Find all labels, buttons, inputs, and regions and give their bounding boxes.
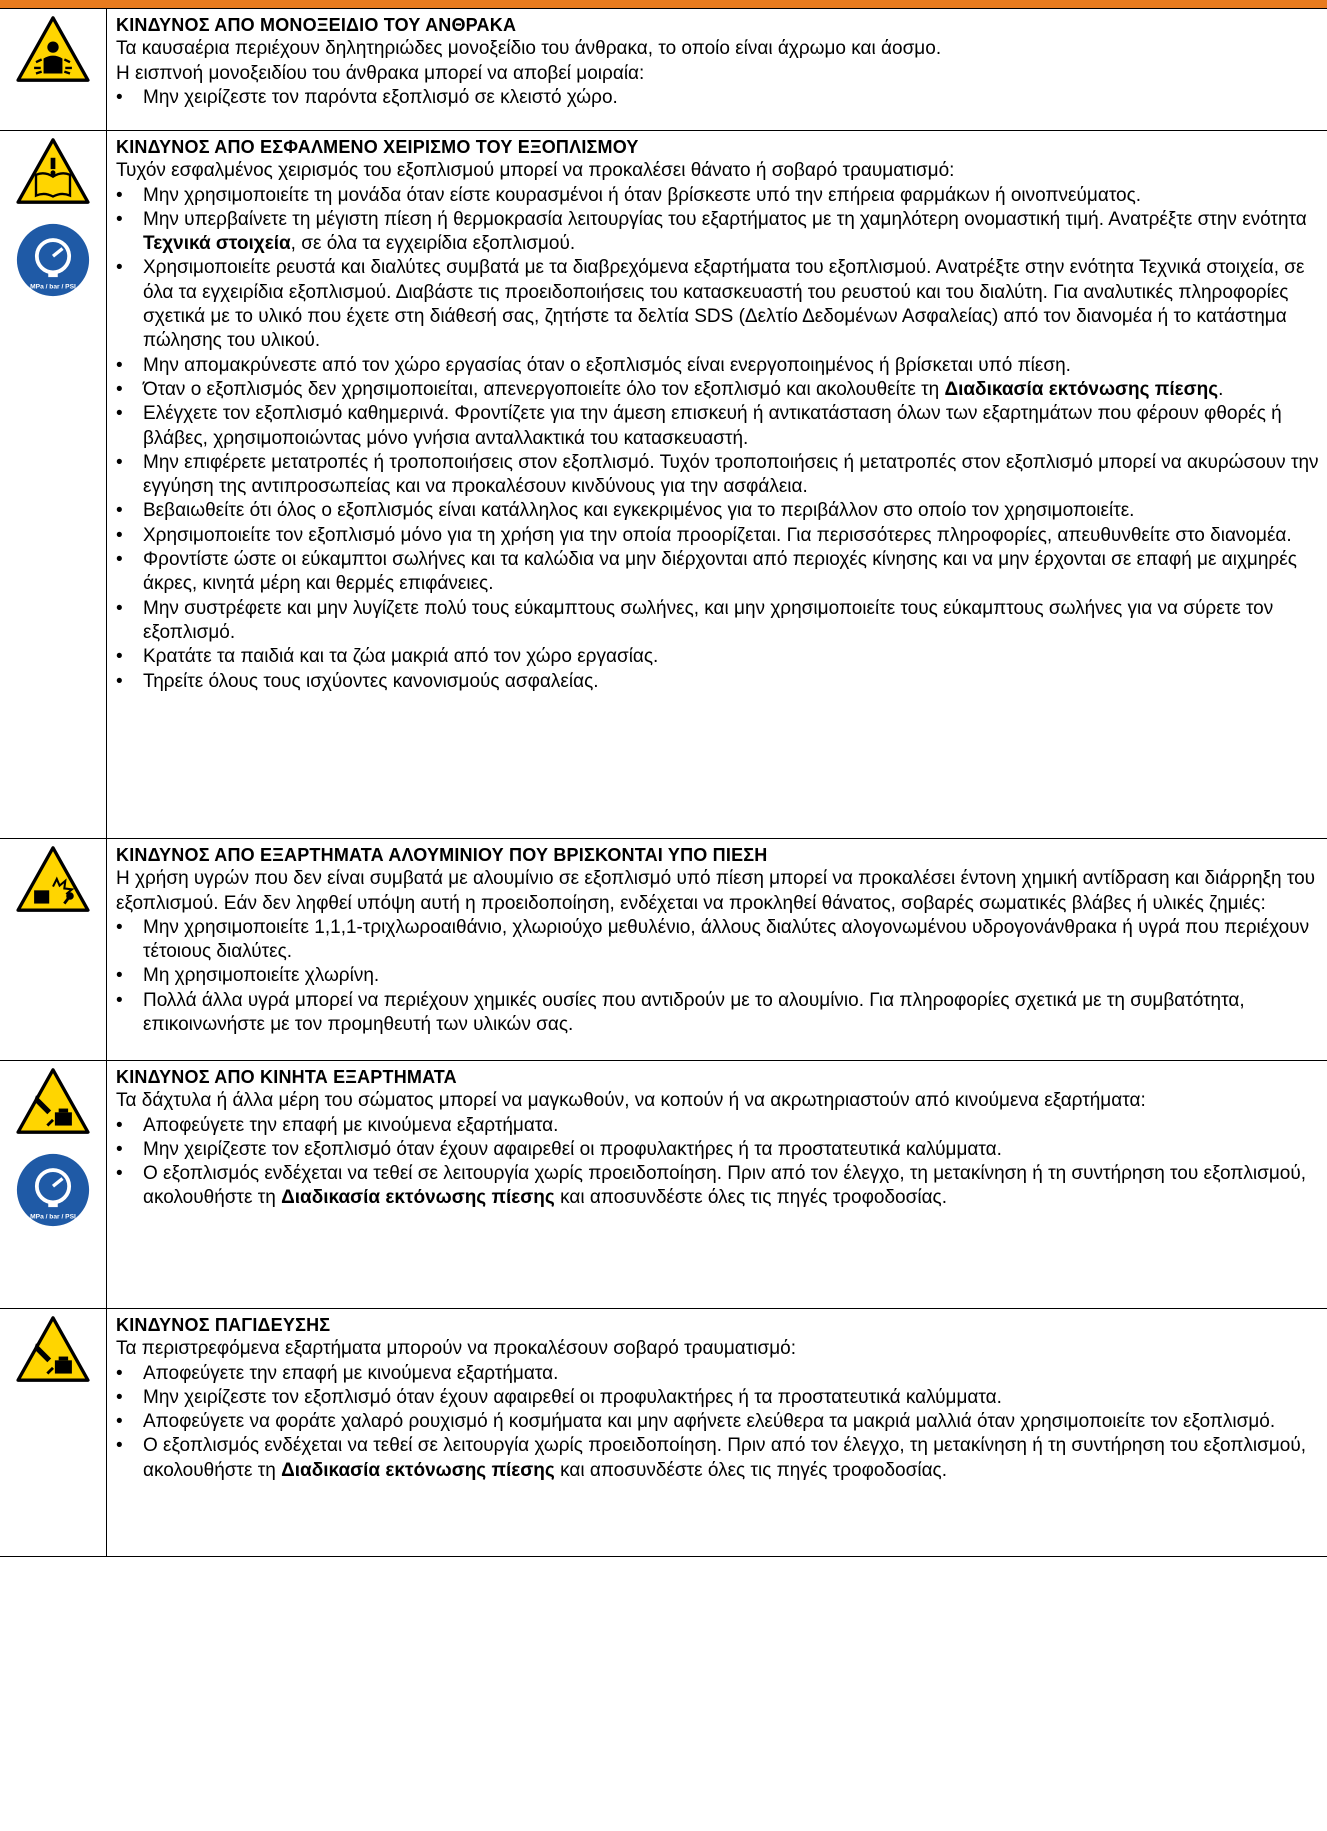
bullet-text: [143, 402, 1319, 451]
bullet-text-main: Τηρείτε όλους τους ισχύοντες κανονισμούς ασφαλείας.: [143, 670, 599, 692]
bullet-text: [143, 378, 1319, 402]
bullet-text: [143, 524, 1319, 548]
bullet-marker: •: [116, 354, 123, 376]
bullet-marker: •: [116, 597, 123, 619]
bullet-item: [116, 548, 1319, 597]
warning-description: Η εισπνοή μονοξειδίου του άνθρακα μπορεί να αποβεί μοιραία:: [116, 62, 645, 84]
bullet-text-main: Ο εξοπλισμός ενδέχεται να τεθεί σε λειτουργία χωρίς προειδοποίηση. Πριν από τον έλεγχο, τη μετακίνηση ή τη συντήρηση του εξοπλισμού, ακολουθήστε τη: [143, 1163, 1307, 1209]
bullet-item: [116, 1138, 1319, 1162]
bullet-item: [116, 670, 1319, 694]
bullet-item: [116, 645, 1319, 669]
bullet-item: [116, 964, 1319, 988]
bullet-item: [116, 184, 1319, 208]
bullet-marker: •: [116, 86, 123, 108]
bullet-text-main: Αποφεύγετε να φοράτε χαλαρό ρουχισμό ή κοσμήματα και μην αφήνετε ελεύθερα τα μακριά μαλλιά όταν χρησιμοποιείτε τον εξοπλισμό.: [143, 1411, 1276, 1433]
bullet-text-tail: , σε όλα τα εγχειρίδια εξοπλισμού.: [290, 233, 576, 255]
bullet-marker: •: [116, 403, 123, 425]
bullet-text-main: Πολλά άλλα υγρά μπορεί να περιέχουν χημικές ουσίες που αντιδρούν με το αλουμίνιο. Για πληροφορίες σχετικά με τη συμβατότητα, επικοινωνήστε με τον προμηθευτή των υλικών σας.: [143, 989, 1245, 1036]
bullet-text: [143, 86, 1319, 110]
bullet-text: [143, 964, 1319, 988]
bullet-marker: •: [116, 378, 123, 400]
bullet-marker: •: [116, 916, 123, 938]
warning-row-entanglement: [0, 1309, 1327, 1557]
bullet-item: [116, 499, 1319, 523]
warning-title: ΚΙΝΔΥΝΟΣ ΑΠΟ ΚΙΝΗΤΑ ΕΞΑΡΤΗΜΑΤΑ: [116, 1067, 457, 1087]
bullet-text-main: Αποφεύγετε την επαφή με κινούμενα εξαρτήματα.: [143, 1362, 559, 1384]
bullet-marker: •: [116, 670, 123, 692]
bullet-item: [116, 1114, 1319, 1138]
warning-description: Τα δάχτυλα ή άλλα μέρη του σώματος μπορεί να μαγκωθούν, να κοπούν ή να ακρωτηριαστούν από κινούμενα εξαρτήματα:: [116, 1090, 1146, 1112]
bullet-text: [143, 499, 1319, 523]
bullet-marker: •: [116, 646, 123, 668]
warning-title: ΚΙΝΔΥΝΟΣ ΑΠΟ ΕΞΑΡΤΗΜΑΤΑ ΑΛΟΥΜΙΝΙΟΥ ΠΟΥ ΒΡΙΣΚΟΝΤΑΙ ΥΠΟ ΠΙΕΣΗ: [116, 845, 768, 865]
bullet-marker: •: [116, 989, 123, 1011]
bullet-text-tail: και αποσυνδέστε όλες τις πηγές τροφοδοσίας.: [554, 1187, 947, 1209]
bullet-item: [116, 1410, 1319, 1434]
bullet-text-main: Μην χρησιμοποιείτε τη μονάδα όταν είστε κουρασμένοι ή όταν βρίσκεστε υπό την επήρεια φαρμάκων ή οινοπνεύματος.: [143, 184, 1142, 206]
bullet-item: [116, 1162, 1319, 1211]
bullet-item: [116, 524, 1319, 548]
bullet-text-main: Αποφεύγετε την επαφή με κινούμενα εξαρτήματα.: [143, 1114, 559, 1136]
bullet-marker: •: [116, 524, 123, 546]
bullet-item: [116, 208, 1319, 257]
bullet-text-main: Μην χειρίζεστε τον παρόντα εξοπλισμό σε κλειστό χώρο.: [143, 86, 618, 108]
bullet-text-main: Φροντίστε ώστε οι εύκαμπτοι σωλήνες και τα καλώδια να μην διέρχονται από περιοχές κίνησης και να μην έρχονται σε επαφή με αιχμηρές άκρες, κινητά μέρη και θερμές επιφάνειες.: [143, 549, 1297, 595]
bullet-item: [116, 256, 1319, 353]
warning-row-moving-parts: [0, 1061, 1327, 1309]
bullet-marker: •: [116, 1411, 123, 1433]
bullet-item: [116, 597, 1319, 646]
bullet-text: [143, 1114, 1319, 1138]
bullet-text: [143, 1434, 1319, 1483]
icon-cell: [0, 131, 107, 838]
bullet-text: [143, 1386, 1319, 1410]
bullet-marker: •: [116, 1435, 123, 1457]
bullet-text-emphasis: Τεχνικά στοιχεία: [143, 233, 291, 255]
bullet-text-tail: .: [1218, 378, 1224, 400]
warning-description: Τα καυσαέρια περιέχουν δηλητηριώδες μονοξείδιο του άνθρακα, το οποίο είναι άχρωμο και άοσμο.: [116, 38, 942, 60]
pressure-gauge-mandatory-icon: [15, 222, 91, 303]
bullet-text-main: Όταν ο εξοπλισμός δεν χρησιμοποιείται, απενεργοποιείτε όλο τον εξοπλισμό και ακολουθείτε τη: [143, 378, 945, 400]
bullet-item: [116, 378, 1319, 402]
warning-title: ΚΙΝΔΥΝΟΣ ΑΠΟ ΕΣΦΑΛΜΕΝΟ ΧΕΙΡΙΣΜΟ ΤΟΥ ΕΞΟΠΛΙΣΜΟΥ: [116, 137, 639, 157]
bullet-item: [116, 86, 1319, 110]
icon-cell: [0, 1061, 107, 1308]
bullet-marker: •: [116, 208, 123, 230]
gauge-units-label: MPa / bar / PSI: [30, 283, 76, 291]
entanglement-warning-icon: [15, 1315, 91, 1388]
bullet-text-main: Ο εξοπλισμός ενδέχεται να τεθεί σε λειτουργία χωρίς προειδοποίηση. Πριν από τον έλεγχο, τη μετακίνηση ή τη συντήρηση του εξοπλισμού, ακολουθήστε τη: [143, 1435, 1307, 1481]
bullet-text: [143, 256, 1319, 353]
warnings-table: [0, 8, 1327, 1557]
bullet-text: [143, 1138, 1319, 1162]
bullet-item: [116, 451, 1319, 500]
bullet-text-main: Χρησιμοποιείτε τον εξοπλισμό μόνο για τη χρήση για την οποία προορίζεται. Για περισσότερες πληροφορίες, απευθυνθείτε στο διανομέα.: [143, 524, 1292, 546]
gauge-units-label: MPa / bar / PSI: [30, 1213, 76, 1221]
bullet-text-main: Κρατάτε τα παιδιά και τα ζώα μακριά από τον χώρο εργασίας.: [143, 646, 659, 668]
bullet-text-main: Μη χρησιμοποιείτε χλωρίνη.: [143, 965, 380, 987]
bullet-text: [143, 548, 1319, 597]
icon-cell: [0, 1309, 107, 1556]
bullet-marker: •: [116, 1362, 123, 1384]
bullet-marker: •: [116, 1138, 123, 1160]
carbon-monoxide-warning-icon: [15, 15, 91, 88]
bullet-text-main: Χρησιμοποιείτε ρευστά και διαλύτες συμβατά με τα διαβρεχόμενα εξαρτήματα του εξοπλισμού. Ανατρέξτε στην ενότητα Τεχνικά στοιχεία, σε όλα τα εγχειρίδια εξοπλισμού. Διαβάστε τις προειδοποιήσεις του κατασκευαστή του ρευστού και του διαλύτη. Για αναλυτικές πληροφορίες σχετικά με το υλικό που έχετε στη διάθεσή σας, ζητήστε τα δελτία SDS (Δελτίο Δεδομένων Ασφαλείας) από τον διανομέα ή το κατάστημα πώλησης του υλικού.: [143, 257, 1305, 352]
bullet-text: [143, 645, 1319, 669]
warning-title: ΚΙΝΔΥΝΟΣ ΑΠΟ ΜΟΝΟΞΕΙΔΙΟ ΤΟΥ ΑΝΘΡΑΚΑ: [116, 15, 517, 35]
bullet-text: [143, 670, 1319, 694]
moving-parts-warning-icon: [15, 1067, 91, 1140]
bullet-item: [116, 1386, 1319, 1410]
warning-row-carbon-monoxide: [0, 9, 1327, 131]
bullet-text: [143, 916, 1319, 965]
bullet-text-emphasis: Διαδικασία εκτόνωσης πίεσης: [944, 378, 1219, 400]
warning-description: Τυχόν εσφαλμένος χειρισμός του εξοπλισμού μπορεί να προκαλέσει θάνατο ή σοβαρό τραυματισμό:: [116, 160, 955, 182]
icon-cell: [0, 839, 107, 1060]
header-accent-bar: [0, 0, 1327, 8]
text-cell: [107, 131, 1327, 838]
text-cell: [107, 839, 1327, 1060]
bullet-marker: •: [116, 184, 123, 206]
bullet-text: [143, 354, 1319, 378]
bullet-item: [116, 402, 1319, 451]
text-cell: [107, 1061, 1327, 1308]
bullet-text-main: Βεβαιωθείτε ότι όλος ο εξοπλισμός είναι κατάλληλος και εγκεκριμένος για το περιβάλλον στο οποίο τον χρησιμοποιείτε.: [143, 500, 1135, 522]
bullet-text-emphasis: Διαδικασία εκτόνωσης πίεσης: [281, 1459, 555, 1481]
warning-description: Τα περιστρεφόμενα εξαρτήματα μπορούν να προκαλέσουν σοβαρό τραυματισμό:: [116, 1338, 797, 1360]
bullet-text: [143, 451, 1319, 500]
text-cell: [107, 1309, 1327, 1556]
bullet-text-main: Μην χειρίζεστε τον εξοπλισμό όταν έχουν αφαιρεθεί οι προφυλακτήρες ή τα προστατευτικά καλύμματα.: [143, 1138, 1002, 1160]
bullet-text: [143, 1162, 1319, 1211]
bullet-text-main: Μην επιφέρετε μετατροπές ή τροποποιήσεις στον εξοπλισμό. Τυχόν τροποποιήσεις ή μετατροπές στον εξοπλισμό μπορεί να ακυρώσουν την εγγύηση της αντιπροσωπείας και να προκαλέσουν κινδύνους για την ασφάλεια.: [143, 451, 1319, 498]
bullet-text: [143, 597, 1319, 646]
warning-description: Η χρήση υγρών που δεν είναι συμβατά με αλουμίνιο σε εξοπλισμό υπό πίεση μπορεί να προκαλέσει έντονη χημική αντίδραση και διάρρηξη του εξοπλισμού. Εάν δεν ληφθεί υπόψη αυτή η προειδοποίηση, ενδέχεται να προκληθεί θάνατος, σοβαρές σωματικές βλάβες ή υλικές ζημιές:: [116, 868, 1316, 914]
bullet-item: [116, 989, 1319, 1038]
bullet-text: [143, 1362, 1319, 1386]
bullet-text-tail: και αποσυνδέστε όλες τις πηγές τροφοδοσίας.: [554, 1459, 947, 1481]
bullet-text: [143, 1410, 1319, 1434]
bullet-text-main: Μην χρησιμοποιείτε 1,1,1-τριχλωροαιθάνιο, χλωριούχο μεθυλένιο, άλλους διαλύτες αλογονωμένου υδρογονάνθρακα ή υγρά που περιέχουν τέτοιους διαλύτες.: [143, 916, 1310, 963]
read-manual-warning-icon: [15, 137, 91, 210]
text-cell: [107, 9, 1327, 130]
bullet-item: [116, 1434, 1319, 1483]
bullet-text-main: Μην απομακρύνεστε από τον χώρο εργασίας όταν ο εξοπλισμός είναι ενεργοποιημένος ή βρίσκεται υπό πίεση.: [143, 354, 1071, 376]
bullet-marker: •: [116, 1386, 123, 1408]
bullet-item: [116, 916, 1319, 965]
bullet-item: [116, 354, 1319, 378]
bullet-marker: •: [116, 257, 123, 279]
bullet-marker: •: [116, 451, 123, 473]
bullet-text: [143, 989, 1319, 1038]
bullet-item: [116, 1362, 1319, 1386]
warning-row-equipment-misuse: [0, 131, 1327, 839]
bullet-text-main: Μην υπερβαίνετε τη μέγιστη πίεση ή θερμοκρασία λειτουργίας του εξαρτήματος με τη χαμηλότερη ονομαστική τιμή. Ανατρέξτε στην ενότητα: [143, 208, 1307, 230]
bullet-text: [143, 184, 1319, 208]
bullet-text: [143, 208, 1319, 257]
warning-title: ΚΙΝΔΥΝΟΣ ΠΑΓΙΔΕΥΣΗΣ: [116, 1315, 331, 1335]
bullet-marker: •: [116, 965, 123, 987]
pressurized-aluminum-explosion-warning-icon: [15, 845, 91, 918]
pressure-gauge-mandatory-icon: [15, 1152, 91, 1233]
bullet-marker: •: [116, 549, 123, 571]
bullet-marker: •: [116, 1114, 123, 1136]
bullet-marker: •: [116, 1163, 123, 1185]
bullet-text-emphasis: Διαδικασία εκτόνωσης πίεσης: [281, 1187, 555, 1209]
bullet-text-main: Ελέγχετε τον εξοπλισμό καθημερινά. Φροντίζετε για την άμεση επισκευή ή αντικατάσταση όλων των εξαρτημάτων που φέρουν φθορές ή βλάβες, χρησιμοποιώντας μόνο γνήσια ανταλλακτικά του κατασκευαστή.: [143, 403, 1282, 449]
warning-row-pressurized-aluminum: [0, 839, 1327, 1061]
bullet-marker: •: [116, 500, 123, 522]
bullet-text-main: Μην συστρέφετε και μην λυγίζετε πολύ τους εύκαμπτους σωλήνες, και μην χρησιμοποιείτε τους εύκαμπτους σωλήνες για να σύρετε τον εξοπλισμό.: [143, 597, 1274, 643]
bullet-text-main: Μην χειρίζεστε τον εξοπλισμό όταν έχουν αφαιρεθεί οι προφυλακτήρες ή τα προστατευτικά καλύμματα.: [143, 1386, 1002, 1408]
icon-cell: [0, 9, 107, 130]
